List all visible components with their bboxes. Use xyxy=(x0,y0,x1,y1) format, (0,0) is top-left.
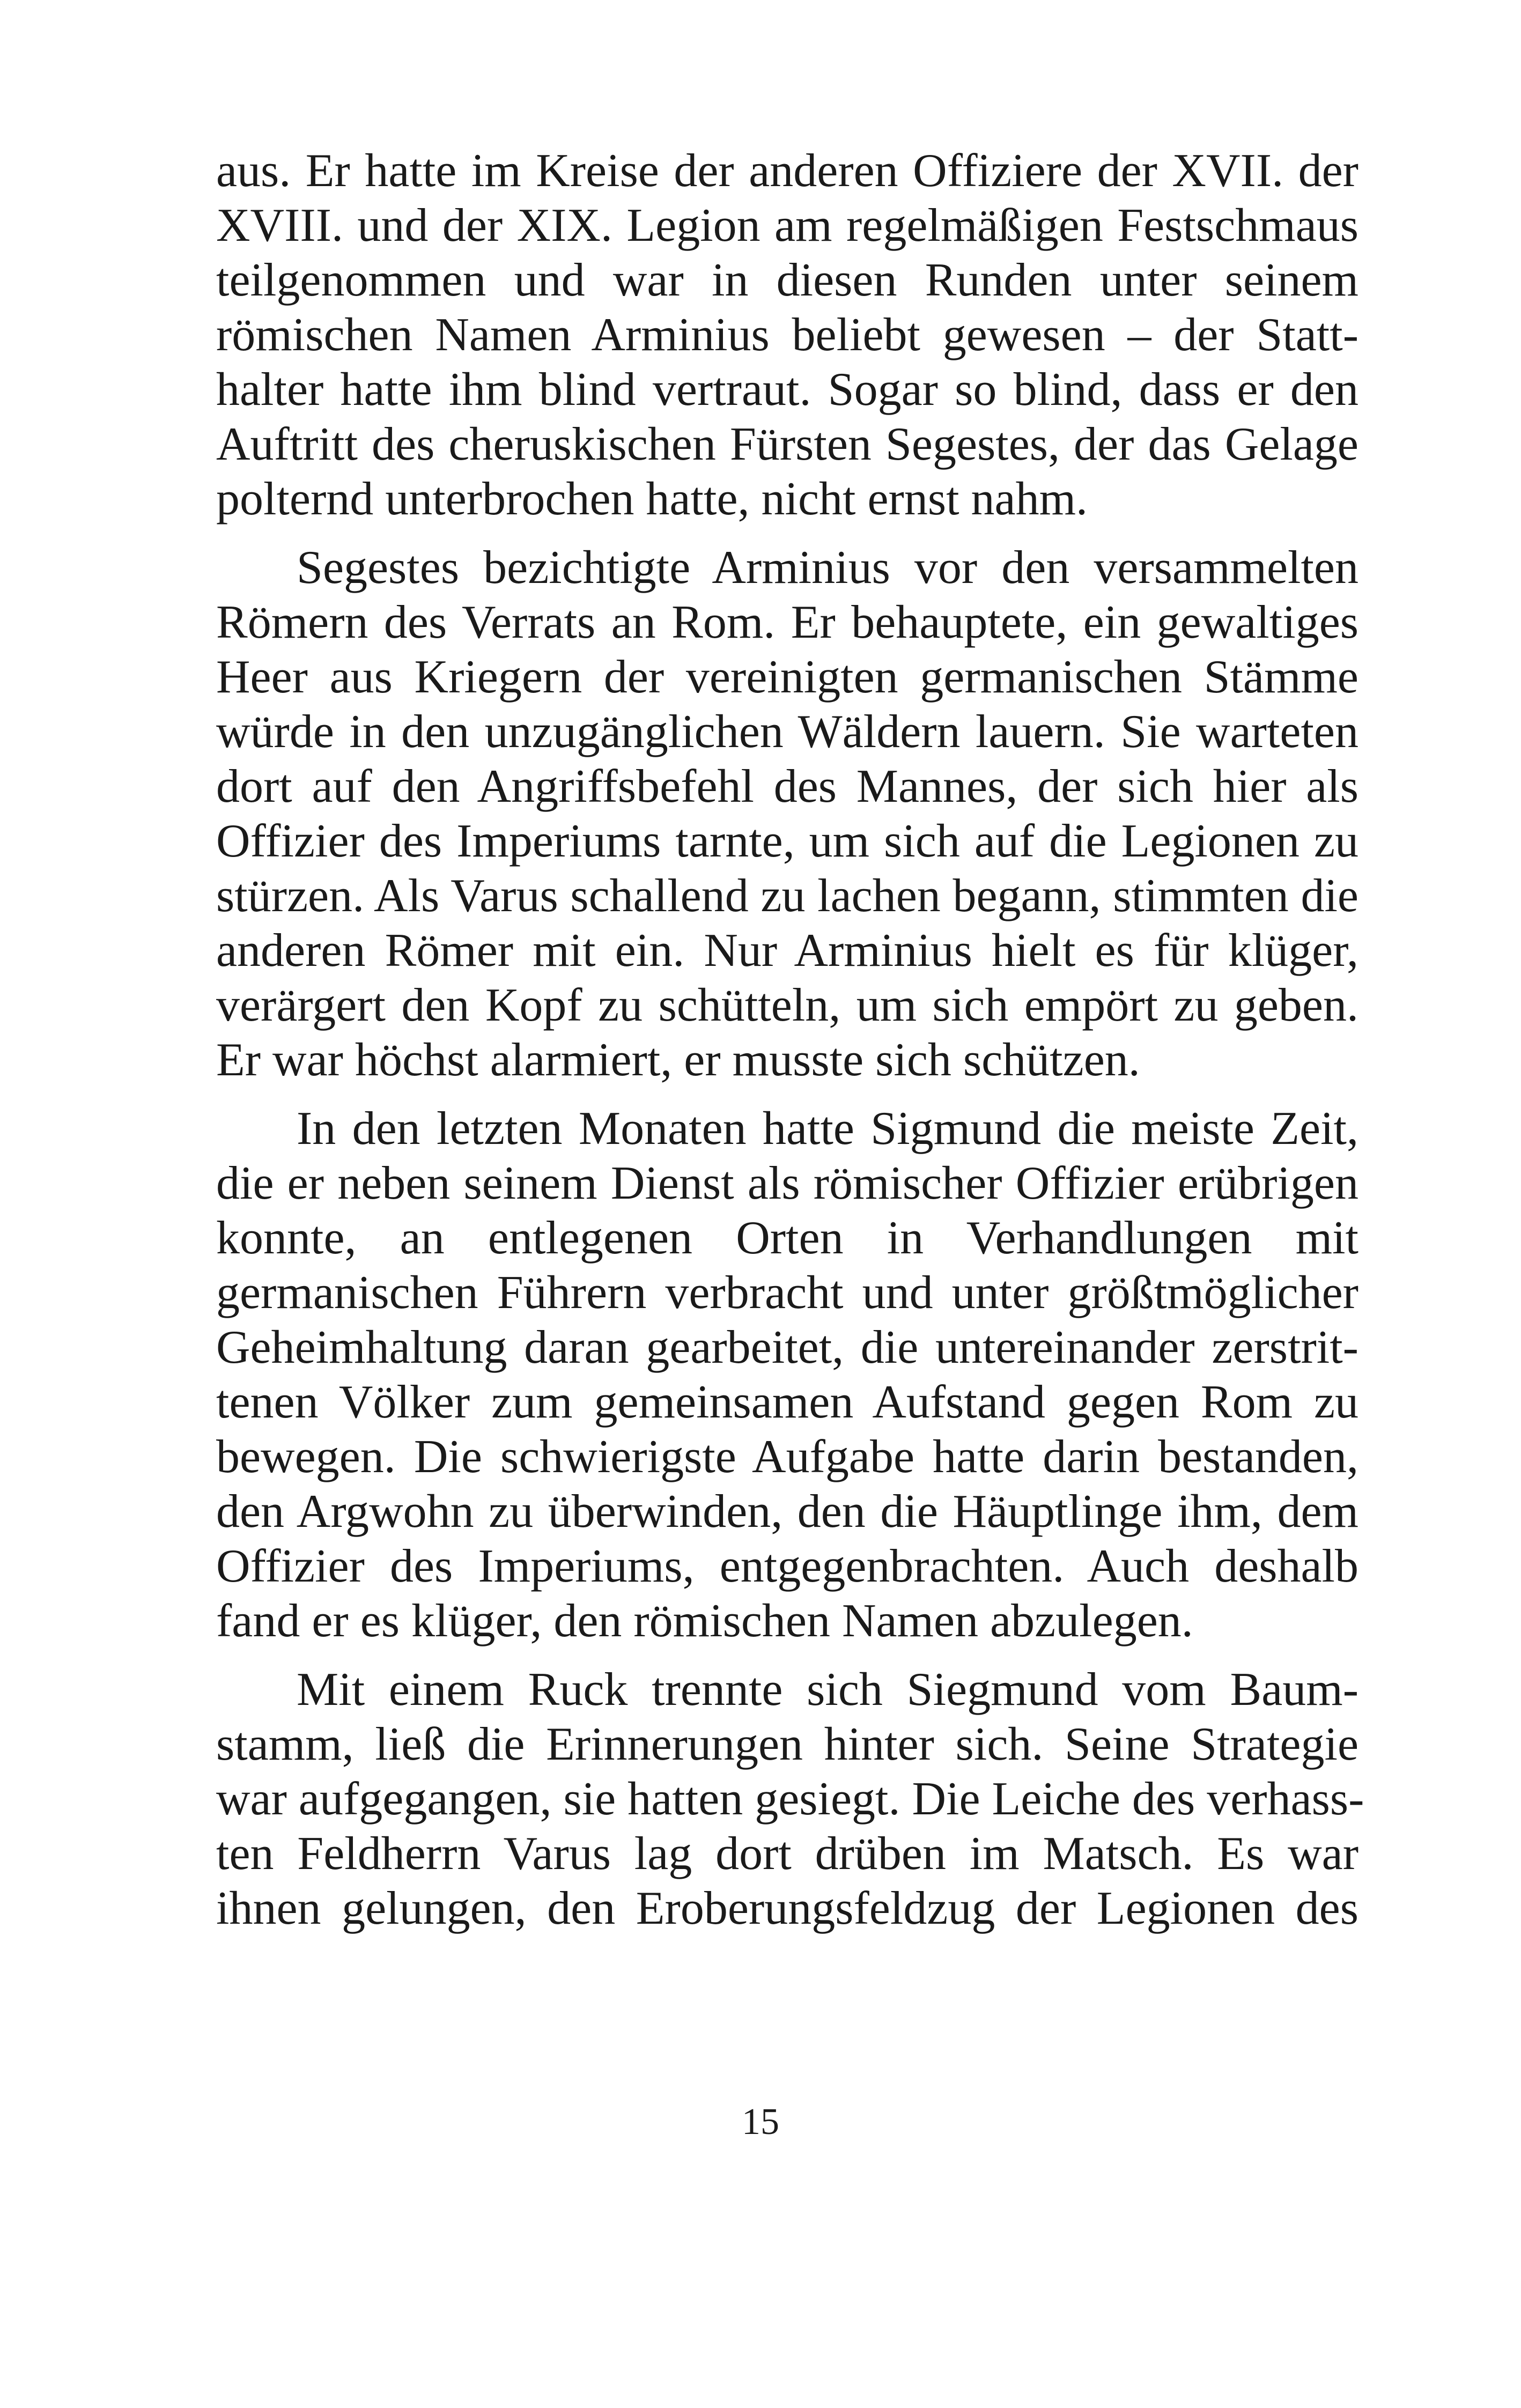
text-line: tenen Völker zum gemeinsamen Aufstand gegen Rom zu xyxy=(216,1376,1358,1428)
text-line: konnte, an entlegenen Orten in Verhandlungen mit xyxy=(216,1212,1358,1264)
text-line: dort auf den Angriffsbefehl des Mannes, der sich hier als xyxy=(216,760,1358,812)
text-line: war aufgegangen, sie hatten gesiegt. Die Leiche des verhass- xyxy=(216,1773,1364,1825)
text-line: römischen Namen Arminius beliebt gewesen – der Statt- xyxy=(216,309,1358,361)
text-line: Auftritt des cheruskischen Fürsten Segestes, der das Gelage xyxy=(216,418,1358,470)
text-line: den Argwohn zu überwinden, den die Häuptlinge ihm, dem xyxy=(216,1486,1358,1538)
paragraph-2 xyxy=(216,541,1358,1088)
text-line: Segestes bezichtigte Arminius vor den versammelten xyxy=(297,542,1358,594)
text-line: ihnen gelungen, den Eroberungsfeldzug der Legionen des xyxy=(216,1882,1358,1934)
page-number: 15 xyxy=(742,2101,779,2143)
body-text xyxy=(216,144,1364,1950)
paragraph-3 xyxy=(216,1102,1358,1649)
text-line: Römern des Verrats an Rom. Er behauptete, ein gewaltiges xyxy=(216,596,1358,648)
text-line: germanischen Führern verbracht und unter größtmöglicher xyxy=(216,1267,1358,1319)
text-line: In den letzten Monaten hatte Sigmund die meiste Zeit, xyxy=(297,1103,1358,1155)
text-line: anderen Römer mit ein. Nur Arminius hielt es für klüger, xyxy=(216,925,1358,977)
text-line: stürzen. Als Varus schallend zu lachen begann, stimmten die xyxy=(216,870,1358,922)
text-line: Er war höchst alarmiert, er musste sich schützen. xyxy=(216,1034,1140,1086)
text-line: verärgert den Kopf zu schütteln, um sich empört zu geben. xyxy=(216,979,1358,1031)
text-line: halter hatte ihm blind vertraut. Sogar so blind, dass er den xyxy=(216,364,1358,416)
text-line: Mit einem Ruck trennte sich Siegmund vom Baum- xyxy=(297,1664,1358,1716)
text-line: bewegen. Die schwierigste Aufgabe hatte darin bestanden, xyxy=(216,1431,1358,1483)
text-line: stamm, ließ die Erinnerungen hinter sich. Seine Strategie xyxy=(216,1718,1358,1770)
text-line: Offizier des Imperiums, entgegenbrachten. Auch deshalb xyxy=(216,1540,1358,1592)
text-line: teilgenommen und war in diesen Runden unter seinem xyxy=(216,254,1358,306)
text-line: Geheimhaltung daran gearbeitet, die untereinander zerstrit- xyxy=(216,1321,1358,1373)
text-line: fand er es klüger, den römischen Namen abzulegen. xyxy=(216,1595,1193,1647)
text-line: Offizier des Imperiums tarnte, um sich auf die Legionen zu xyxy=(216,815,1358,867)
text-line: Heer aus Kriegern der vereinigten germanischen Stämme xyxy=(216,651,1358,703)
paragraph-1 xyxy=(216,144,1358,527)
text-line: würde in den unzugänglichen Wäldern lauern. Sie warteten xyxy=(216,706,1358,758)
text-line: ten Feldherrn Varus lag dort drüben im Matsch. Es war xyxy=(216,1828,1358,1880)
text-line: die er neben seinem Dienst als römischer Offizier erübrigen xyxy=(216,1157,1358,1209)
text-line: polternd unterbrochen hatte, nicht ernst nahm. xyxy=(216,473,1088,525)
paragraph-4 xyxy=(216,1663,1364,1936)
text-line: XVIII. und der XIX. Legion am regelmäßigen Festschmaus xyxy=(216,200,1358,252)
text-line: aus. Er hatte im Kreise der anderen Offiziere der XVII. der xyxy=(216,145,1358,197)
